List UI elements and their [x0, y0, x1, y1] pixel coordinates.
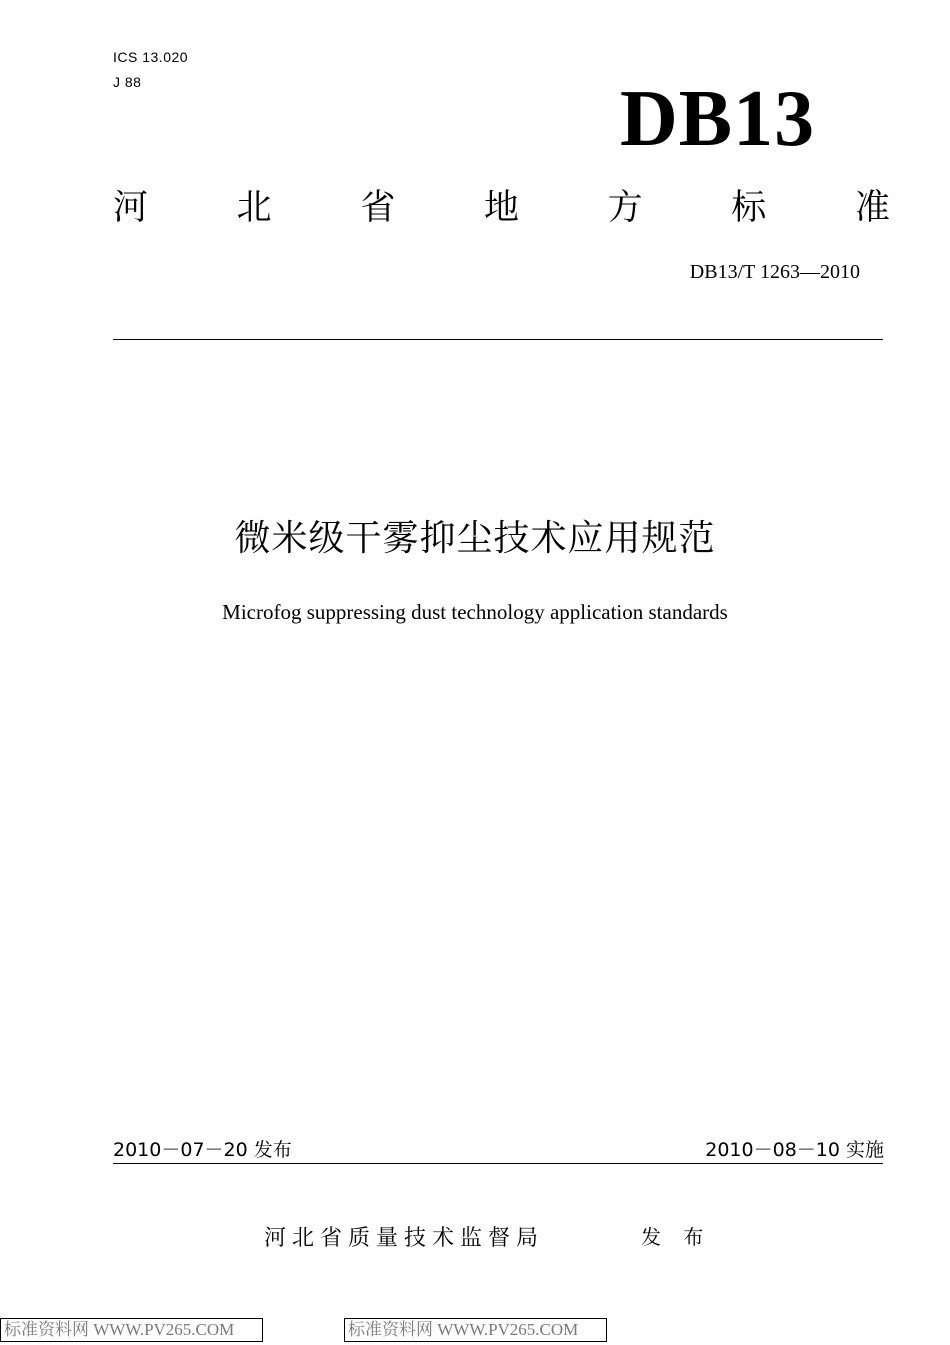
issue-date: 2010－07－20 发布: [113, 1139, 292, 1161]
standard-number: DB13/T 1263—2010: [689, 261, 860, 283]
standard-type-char: 方: [607, 188, 643, 228]
watermark-link[interactable]: 标准资料网 WWW.PV265.COM: [0, 1318, 263, 1342]
standard-type-char: 地: [483, 188, 519, 228]
standard-type-char: 河: [113, 188, 149, 228]
issuing-authority: 河北省质量技术监督局: [264, 1226, 545, 1251]
standard-type-char: 北: [236, 188, 272, 228]
standard-type-char: 标: [731, 188, 767, 228]
classification-code: J 88: [113, 74, 142, 90]
standard-type-char: 准: [854, 188, 890, 228]
header-divider: [113, 339, 883, 340]
document-title-english: Microfog suppressing dust technology application standards: [222, 600, 728, 624]
watermark-link[interactable]: 标准资料网 WWW.PV265.COM: [344, 1318, 607, 1342]
footer-divider: [113, 1163, 883, 1164]
standard-type-char: 省: [360, 188, 396, 228]
standard-type-heading: [113, 184, 890, 232]
db13-logo: DB13: [620, 75, 816, 163]
document-title-chinese: 微米级干雾抑尘技术应用规范: [234, 518, 716, 559]
ics-code: ICS 13.020: [113, 49, 189, 65]
implementation-date: 2010－08－10 实施: [705, 1139, 884, 1161]
issue-label: 发 布: [641, 1225, 712, 1249]
